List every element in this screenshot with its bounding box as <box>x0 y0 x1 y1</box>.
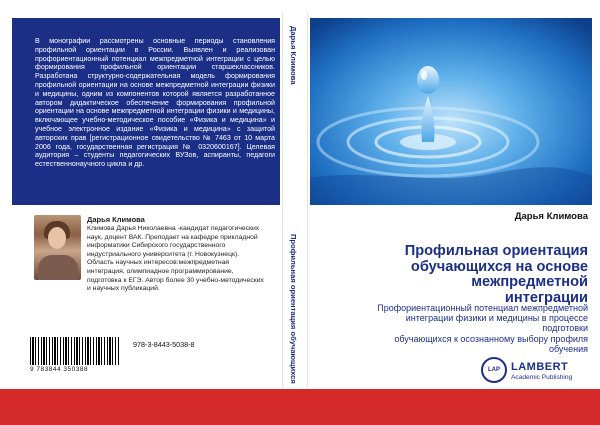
back-blurb-panel <box>12 18 280 205</box>
spine <box>282 12 308 389</box>
back-cover <box>6 12 282 389</box>
water-drop-illustration <box>310 18 592 205</box>
front-author-name: Дарья Климова <box>514 211 588 222</box>
spine-title: Профильная ориентация обучающихся <box>289 234 298 384</box>
author-bio: Климова Дарья Николаевна -кандидат педагогических наук, доцент ВАК. Преподает на кафедре прикладной информатики Сибирского государственного индустриального университета (г. Новокузнецк). Область научных интересов:межпредметная интеграция, олимпиадное программирование, подготовка к ЕГЭ. Автор более 30 учебно-методических и научных публикаций. <box>87 225 264 293</box>
isbn: 978-3-8443-5038-8 <box>133 340 195 349</box>
publisher-badge-text: LAP <box>488 367 500 373</box>
bottom-red-band <box>0 389 600 425</box>
publisher-badge-icon <box>481 357 507 383</box>
book-cover <box>6 12 594 389</box>
publisher-name: LAMBERT <box>511 361 569 373</box>
water-drop-image <box>310 18 592 205</box>
barcode-digits: 9 783844 350388 <box>30 366 89 373</box>
back-blurb-text: В монографии рассмотрены основные периоды становления профильной ориентации в России. Выявлен и реализован профориентационный потенциал межпредметной интеграции с целью формирования профильной ориентации старшеклассников. Разработана структурно-содержательная модель формирования профильной ориентации на основе межпредметной интеграции физики и медицины, одним из компонентов которой является разработанное автором дидактическое обеспечение формирования профильной ориентации на основе межпредметной интеграции физики и медицины, включающее учебно-методическое пособие «Физика и медицина» и учебное электронное издание «Физика и медицина» с защитой авторских прав [регистрационное свидетельство № 7463 от 10 марта 2006 года, государственная регистрация № 0320600167]. Целевая аудитория – студенты педагогических ВУЗов, аспиранты, педагоги естественнонаучного цикла и др. <box>35 37 275 169</box>
book-title: Профильная ориентация обучающихся на основе межпредметной интеграции <box>404 243 588 306</box>
book-subtitle: Профориентационный потенциал межпредметной интеграции физики и медицины в процессе подготовки обучающихся к осознанному выбору профиля обучения <box>377 303 588 354</box>
author-photo <box>34 215 81 280</box>
publisher-logo <box>479 357 589 385</box>
spine-author: Дарья Климова <box>289 26 298 85</box>
barcode <box>30 337 120 365</box>
front-cover <box>306 12 594 389</box>
publisher-subtitle: Academic Publishing <box>511 374 573 381</box>
back-author-name: Дарья Климова <box>87 215 145 224</box>
